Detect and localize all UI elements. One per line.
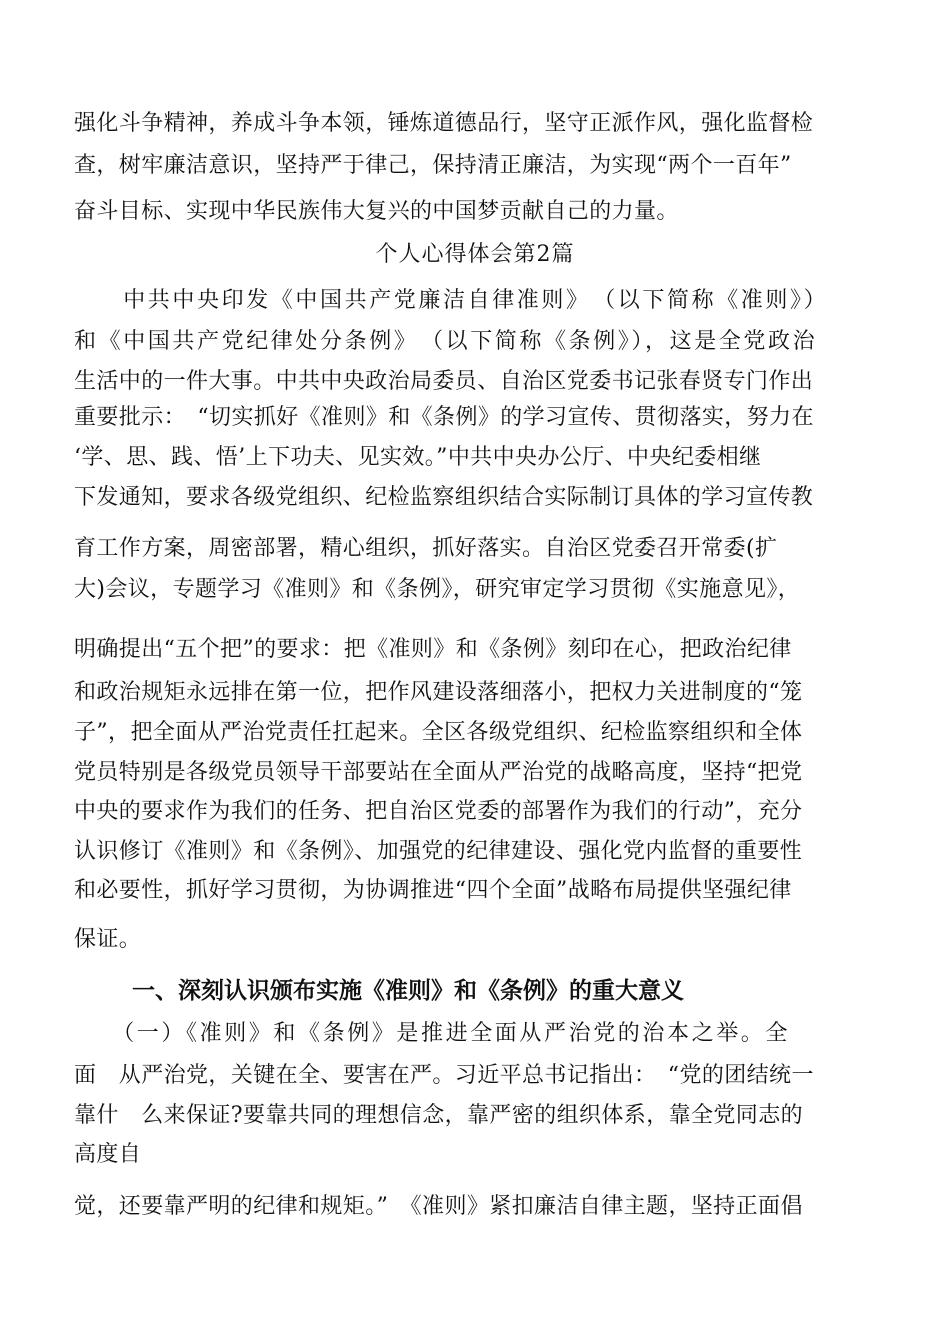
paragraph-line: 认识修订《准则》和《条例》、加强党的纪律建设、强化党内监督的重要性: [74, 839, 803, 864]
paragraph-line: 中央的要求作为我们的任务、把自治区党委的部署作为我们的行动”，充分: [74, 799, 803, 824]
paragraph-line: 生活中的一件大事。中共中央政治局委员、自治区党委书记张春贤专门作出: [74, 369, 814, 394]
paragraph-line: 中共中央印发《中国共产党廉洁自律准则》 （以下简称《准则》）: [74, 288, 829, 313]
paragraph-line: 党员特别是各级党员领导干部要站在全面从严治党的战略高度，坚持“把党: [74, 760, 803, 785]
paragraph-line: 和《中国共产党纪律处分条例》 （以下简称《条例》），这是全党政治: [74, 329, 818, 354]
paragraph-line: 子”，把全面从严治党责任扛起来。全区各级党组织、纪检监察组织和全体: [74, 720, 803, 745]
paragraph-line: 明确提出“五个把”的要求：把《准则》和《条例》刻印在心，把政治纪律: [74, 637, 792, 662]
paragraph-line: 重要批示： “切实抓好《准则》和《条例》的学习宣传、贯彻落实，努力在: [74, 405, 814, 430]
paragraph-line: 靠什 么来保证?要靠共同的理想信念，靠严密的组织体系，靠全党同志的: [74, 1103, 803, 1128]
paragraph-line: 强化斗争精神，养成斗争本领，锤炼道德品行，坚守正派作风，强化监督检: [74, 111, 814, 136]
section-title: 个人心得体会第2篇: [375, 242, 575, 267]
paragraph-line: 育工作方案，周密部署，精心组织，抓好落实。自治区党委召开常委(扩: [74, 536, 778, 561]
paragraph-line: 高度自: [74, 1142, 142, 1167]
paragraph-line: 查，树牢廉洁意识，坚持严于律己，保持清正廉洁，为实现“两个一百年”: [74, 153, 792, 178]
paragraph-line: ‘学、思、践、悟’上下功夫、见实效。”中共中央办公厅、中央纪委相继: [74, 445, 762, 470]
paragraph-line: 和政治规矩永远排在第一位，把作风建设落细落小，把权力关进制度的“笼: [74, 680, 803, 705]
paragraph-line: 面 从严治党，关键在全、要害在严。习近平总书记指出： “党的团结统一: [74, 1063, 814, 1088]
paragraph-line: （一）《准则》和《条例》是推进全面从严治党的治本之举。全: [74, 1021, 791, 1046]
subheading: 一、深刻认识颁布实施《准则》和《条例》的重大意义: [132, 978, 684, 1004]
paragraph-line: 大)会议，专题学习《准则》和《条例》，研究审定学习贯彻《实施意见》，: [74, 577, 801, 602]
paragraph-line: 保证。: [74, 927, 142, 952]
paragraph-line: 奋斗目标、实现中华民族伟大复兴的中国梦贡献自己的力量。: [74, 199, 679, 224]
paragraph-line: 下发通知，要求各级党组织、纪检监察组织结合实际制订具体的学习宣传教: [74, 485, 814, 510]
paragraph-line: 觉，还要靠严明的纪律和规矩。” 《准则》紧扣廉洁自律主题，坚持正面倡: [74, 1194, 803, 1219]
paragraph-line: 和必要性，抓好学习贯彻，为协调推进“四个全面”战略布局提供坚强纪律: [74, 878, 792, 903]
